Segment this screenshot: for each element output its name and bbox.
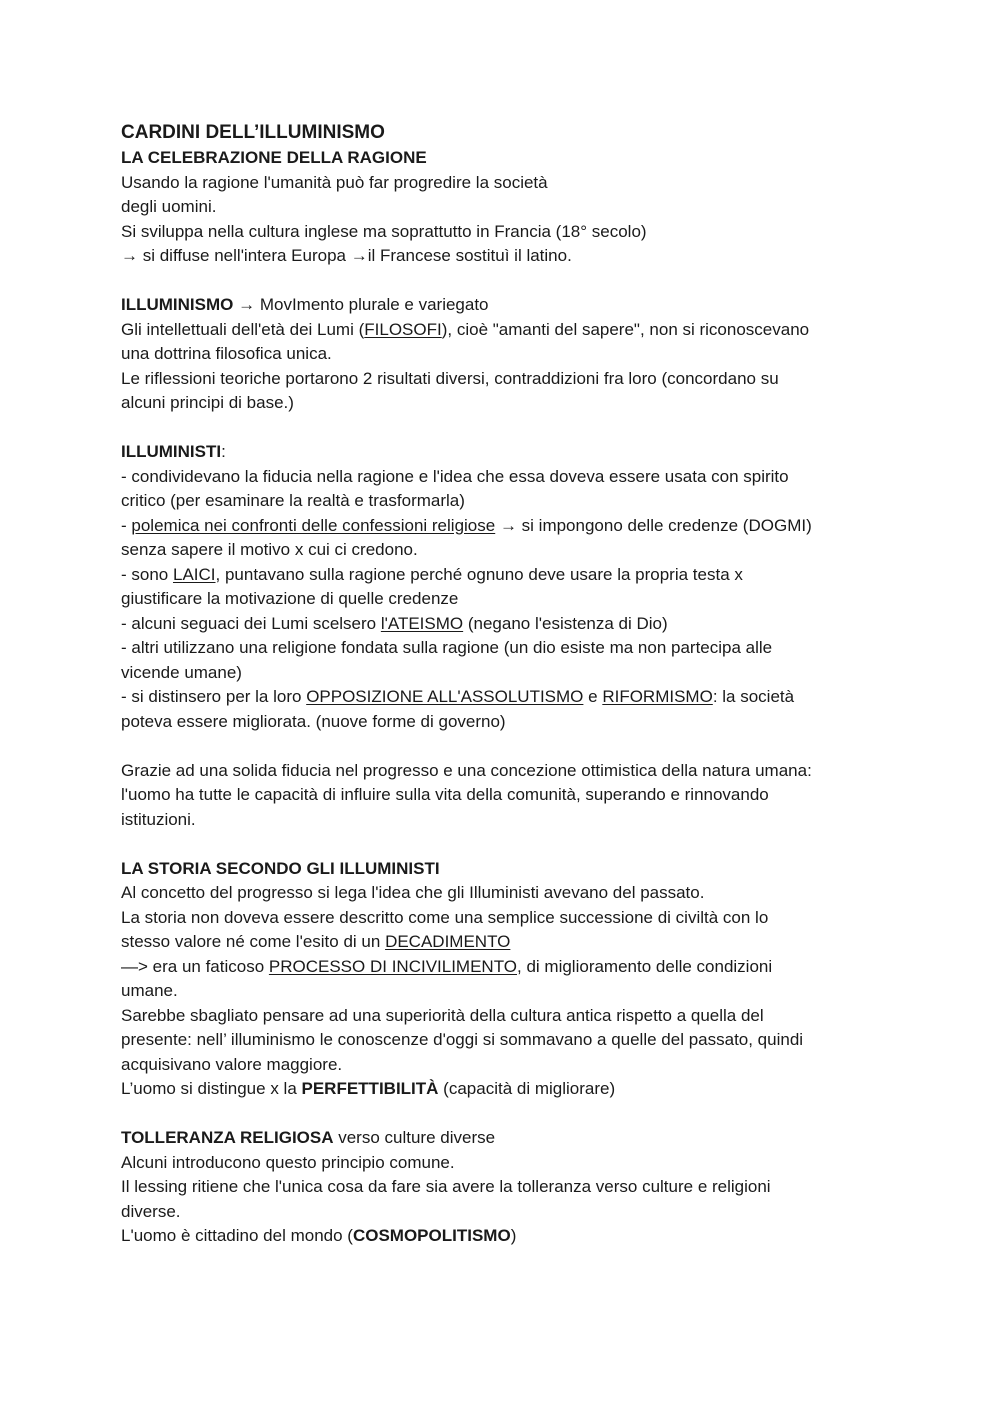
- heading-tolleranza-rest: verso culture diverse: [333, 1128, 496, 1147]
- spacer: [121, 734, 881, 759]
- heading-illuminismo-line: [121, 293, 881, 318]
- list-item-line: [121, 612, 881, 637]
- spacer: [121, 416, 881, 441]
- text-span: - alcuni seguaci dei Lumi scelsero: [121, 613, 381, 633]
- underlined-term-incivilimento: PROCESSO DI INCIVILIMENTO: [268, 956, 518, 976]
- heading-illuminismo-rest: → MovImento plurale e variegato: [233, 295, 489, 314]
- text-span: Gli intellettuali dell'età dei Lumi (: [121, 319, 365, 339]
- heading-tolleranza-religiosa: TOLLERANZA RELIGIOSA: [121, 1128, 334, 1147]
- heading-illuministi-rest: :: [221, 442, 226, 461]
- list-item-line: - condividevano la fiducia nella ragione e l'idea che essa doveva essere usata con spirito: [121, 466, 789, 486]
- list-item-line: [121, 563, 881, 588]
- paragraph-line: diverse.: [121, 1201, 181, 1221]
- heading-storia-illuministi: LA STORIA SECONDO GLI ILLUMINISTI: [121, 858, 440, 878]
- list-item-line: - altri utilizzano una religione fondata sulla ragione (un dio esiste ma non partecipa alle: [121, 638, 773, 657]
- underlined-term-assolutismo: OPPOSIZIONE ALL'ASSOLUTISMO: [306, 687, 584, 706]
- paragraph-line: alcuni principi di base.): [121, 393, 294, 412]
- document-title: CARDINI DELL’ILLUMINISMO: [121, 122, 385, 143]
- bold-term-perfettibilita: PERFETTIBILITÀ: [301, 1079, 439, 1098]
- paragraph-line: una dottrina filosofica unica.: [121, 344, 332, 363]
- list-item-line: poteva essere migliorata. (nuove forme di governo): [121, 711, 506, 731]
- underlined-term-decadimento: DECADIMENTO: [385, 932, 511, 951]
- list-item-line: [121, 514, 881, 539]
- paragraph-line: [121, 930, 881, 955]
- spacer: [121, 1102, 881, 1127]
- spacer: [121, 832, 881, 857]
- underlined-term-filosofi: FILOSOFI: [364, 319, 442, 339]
- list-item-line: vicende umane): [121, 662, 242, 682]
- paragraph-line: umane.: [121, 981, 178, 1000]
- heading-illuministi: ILLUMINISTI: [121, 442, 222, 461]
- text-span: ): [510, 1226, 517, 1245]
- text-span: - si distinsero per la loro: [121, 687, 307, 706]
- underlined-term-riformismo: RIFORMISMO: [602, 687, 713, 706]
- text-span: → si impongono delle credenze (DOGMI): [495, 515, 812, 535]
- spacer: [121, 269, 881, 294]
- text-span: L'uomo è cittadino del mondo (: [121, 1226, 353, 1245]
- paragraph-line: Le riflessioni teoriche portarono 2 risultati diversi, contraddizioni fra loro (concordano su: [121, 368, 779, 388]
- text-span: stesso valore né come l'esito di un: [121, 932, 386, 951]
- paragraph-line: Sarebbe sbagliato pensare ad una superiorità della cultura antica rispetto a quella del: [121, 1005, 764, 1025]
- paragraph-line: [121, 955, 881, 980]
- text-span: , di miglioramento delle condizioni: [517, 956, 773, 976]
- paragraph-line: Usando la ragione l'umanità può far progredire la società: [121, 172, 548, 192]
- list-item-line: senza sapere il motivo x cui ci credono.: [121, 540, 418, 559]
- text-span: (negano l'esistenza di Dio): [463, 613, 668, 633]
- paragraph-line: [121, 318, 881, 343]
- text-span: —> era un faticoso: [121, 956, 269, 976]
- heading-tolleranza-line: [121, 1126, 881, 1151]
- heading-illuministi-line: [121, 440, 881, 465]
- list-item-line: giustificare la motivazione di quelle credenze: [121, 589, 459, 608]
- text-span: : la società: [712, 687, 795, 706]
- underlined-term-polemica: polemica nei confronti delle confessioni religiose: [131, 515, 496, 535]
- text-span: , puntavano sulla ragione perché ognuno deve usare la propria testa x: [215, 564, 743, 584]
- text-span: L’uomo si distingue x la: [121, 1079, 302, 1098]
- text-span: -: [121, 515, 132, 535]
- paragraph-line: Al concetto del progresso si lega l'idea che gli Illuministi avevano del passato.: [121, 883, 705, 902]
- paragraph-line: Grazie ad una solida fiducia nel progresso e una concezione ottimistica della natura umana:: [121, 760, 812, 780]
- paragraph-line: istituzioni.: [121, 809, 196, 829]
- paragraph-line: l'uomo ha tutte le capacità di influire sulla vita della comunità, superando e rinnovando: [121, 785, 769, 804]
- paragraph-line: degli uomini.: [121, 197, 217, 216]
- paragraph-line: → si diffuse nell'intera Europa →il Francese sostituì il latino.: [121, 246, 572, 265]
- heading-illuminismo: ILLUMINISMO: [121, 295, 234, 314]
- paragraph-line: [121, 1077, 881, 1102]
- text-span: - sono: [121, 564, 173, 584]
- paragraph-line: Alcuni introducono questo principio comune.: [121, 1152, 455, 1172]
- paragraph-line: [121, 1224, 881, 1249]
- paragraph-line: Si sviluppa nella cultura inglese ma soprattutto in Francia (18° secolo): [121, 221, 647, 241]
- underlined-term-laici: LAICI: [172, 564, 216, 584]
- list-item-line: critico (per esaminare la realtà e trasformarla): [121, 491, 465, 510]
- paragraph-line: acquisivano valore maggiore.: [121, 1054, 343, 1074]
- document-page: [121, 120, 881, 1249]
- paragraph-line: La storia non doveva essere descritto come una semplice successione di civiltà con lo: [121, 907, 769, 927]
- list-item-line: [121, 685, 881, 710]
- text-span: e: [583, 687, 603, 706]
- bold-term-cosmopolitismo: COSMOPOLITISMO: [352, 1226, 511, 1245]
- underlined-term-ateismo: l'ATEISMO: [380, 613, 464, 633]
- paragraph-line: Il lessing ritiene che l'unica cosa da fare sia avere la tolleranza verso culture e religioni: [121, 1177, 771, 1196]
- text-span: (capacità di migliorare): [438, 1079, 616, 1098]
- heading-celebrazione-ragione: LA CELEBRAZIONE DELLA RAGIONE: [121, 148, 427, 167]
- paragraph-line: presente: nell’ illuminismo le conoscenze d'oggi si sommavano a quelle del passato, quindi: [121, 1030, 804, 1049]
- text-span: ), cioè "amanti del sapere", non si riconoscevano: [441, 319, 810, 339]
